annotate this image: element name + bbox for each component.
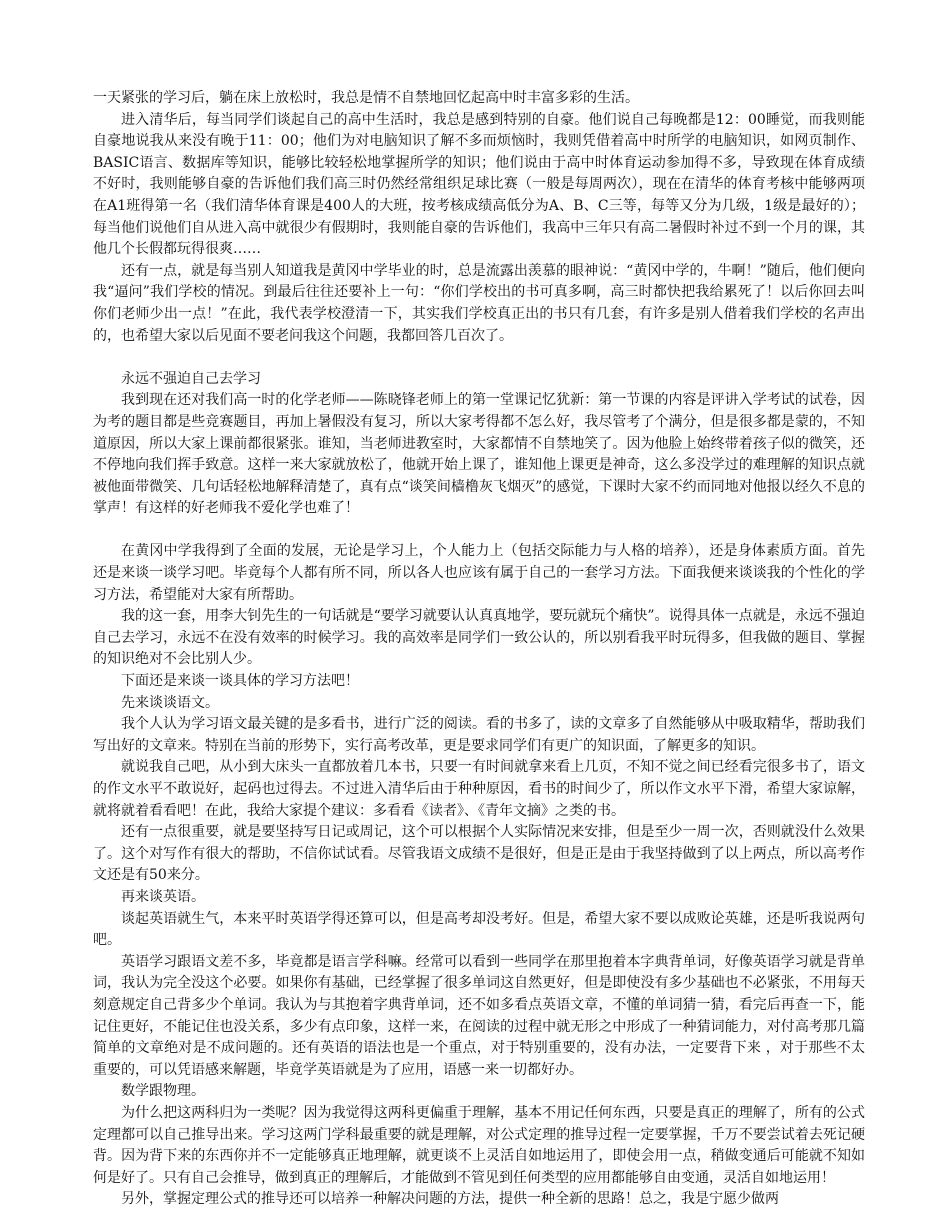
- paragraph-spacer: [93, 520, 865, 542]
- paragraph: 进入清华后，每当同学们谈起自己的高中生活时，我总是感到特别的自豪。他们说自己每晚都是12：00睡觉，而我则能自豪地说我从来没有晚于11：00；他们为对电脑知识了解不多而烦恼时，我则凭借着高中时所学的电脑知识，如网页制作、BASIC语言、数据库等知识，能够比较轻松地掌握所学的知识；他们说由于高中时体育运动参加得不多，导致现在体育成绩不好时，我则能够自豪的告诉他们我们高三时仍然经常组织足球比赛（一般是每周两次），现在在清华的体育考核中能够两项在A1班得第一名（我们清华体育课是400人的大班，按考核成绩高低分为A、B、C三等，每等又分为几级，1级是最好的）；每当他们说他们自从进入高中就很少有假期时，我则能自豪的告诉他们，我高中三年只有高二暑假时补过不到一个月的课，其他几个长假都玩得很爽……: [93, 111, 865, 258]
- paragraph: 下面还是来谈一谈具体的学习方法吧！: [121, 673, 359, 690]
- section-heading: 永远不强迫自己去学习: [121, 370, 261, 387]
- paragraph: 一天紧张的学习后，躺在床上放松时，我总是情不自禁地回忆起高中时丰富多彩的生活。: [93, 90, 639, 106]
- subheading: 先来谈谈语文。: [121, 694, 219, 711]
- paragraph: 我到现在还对我们高一时的化学老师——陈晓锋老师上的第一堂课记忆犹新：第一节课的内容是评讲入学考试的试卷，因为考的题目都是些竞赛题目，再加上暑假没有复习，所以大家考得都不怎么好，我尽管考了个满分，但是很多都是蒙的，不知道原因，所以大家上课前都很紧张。谁知，当老师进教室时，大家都情不自禁地笑了。因为他脸上始终带着孩子似的微笑，还不停地向我们挥手致意。这样一来大家就放松了，他就开始上课了，谁知他上课更是神奇，这么多没学过的难理解的知识点就被他面带微笑、几句话轻松地解释清楚了，真有点“谈笑间樯橹灰飞烟灭”的感觉，下课时大家不约而同地对他报以经久不息的掌声！有这样的好老师我不爱化学也难了！: [93, 392, 865, 517]
- paragraph: 还有一点很重要，就是要坚持写日记或周记，这个可以根据个人实际情况来安排，但是至少一周一次，否则就没什么效果了。这个对写作有很大的帮助，不信你试试看。尽管我语文成绩不是很好，但是正是由于我坚持做到了以上两点，所以高考作文还是有50来分。: [93, 824, 865, 884]
- paragraph: 在黄冈中学我得到了全面的发展，无论是学习上，个人能力上（包括交际能力与人格的培养），还是身体素质方面。首先还是来谈一谈学习吧。毕竟每个人都有所不同，所以各人也应该有属于自己的一套学习方法。下面我便来谈谈我的个性化的学习方法，希望能对大家有所帮助。: [93, 543, 865, 603]
- paragraph: 英语学习跟语文差不多，毕竟都是语言学科嘛。经常可以看到一些同学在那里抱着本字典背单词，好像英语学习就是背单词，我认为完全没这个必要。如果你有基础，已经掌握了很多单词这自然更好，但是即使没有多少基础也不必紧张，不用每天刻意规定自己背多少个单词。我认为与其抱着字典背单词，还不如多看点英语文章，不懂的单词猜一猜，看完后再查一下，能记住更好，不能记住也没关系，多少有点印象，这样一来，在阅读的过程中就无形之中形成了一种猜词能力，对付高考那几篇简单的文章绝对是不成问题的。还有英语的语法也是一个重点，对于特别重要的，没有办法，一定要背下来 ，对于那些不太重要的，可以凭语感来解题，毕竟学英语就是为了应用，语感一来一切都好办。: [93, 953, 865, 1078]
- paragraph-spacer: [93, 347, 865, 369]
- paragraph: 我的这一套，用李大钊先生的一句话就是“要学习就要认认真真地学，要玩就玩个痛快”。说得具体一点就是，永远不强迫自己去学习，永远不在没有效率的时候学习。我的高效率是同学们一致公认的，所以别看我平时玩得多，但我做的题目、掌握的知识绝对不会比别人少。: [93, 608, 865, 668]
- paragraph: 另外，掌握定理公式的推导还可以培养一种解决问题的方法，提供一种全新的思路！总之，我是宁愿少做两: [121, 1191, 779, 1208]
- paragraph: 还有一点，就是每当别人知道我是黄冈中学毕业的时，总是流露出羡慕的眼神说：“黄冈中学的，牛啊！”随后，他们便向我“逼问”我们学校的情况。到最后往往还要补上一句：“你们学校出的书可真多啊，高三时都快把我给累死了！以后你回去叫你们老师少出一点！”在此，我代表学校澄清一下，其实我们学校真正出的书只有几套，有许多是别人借着我们学校的名声出的，也希望大家以后见面不要老问我这个问题，我都回答几百次了。: [93, 262, 865, 344]
- paragraph: 为什么把这两科归为一类呢？因为我觉得这两科更偏重于理解，基本不用记任何东西，只要是真正的理解了，所有的公式定理都可以自己推导出来。学习这两门学科最重要的就是理解，对公式定理的推导过程一定要掌握，千万不要尝试着去死记硬背。因为背下来的东西你并不一定能够真正地理解，就更谈不上灵活自如地运用了，即使会用一点，稍做变通后可能就不知如何是好了。只有自己会推导，做到真正的理解后，才能做到不管见到任何类型的应用都能够自由变通，灵活自如地运用！: [93, 1104, 865, 1186]
- paragraph: 我个人认为学习语文最关键的是多看书，进行广泛的阅读。看的书多了，读的文章多了自然能够从中吸取精华，帮助我们写出好的文章来。特别在当前的形势下，实行高考改革，更是要求同学们有更广的知识面，了解更多的知识。: [93, 716, 865, 754]
- subheading: 再来谈英语。: [121, 888, 205, 905]
- subheading: 数学跟物理。: [121, 1083, 205, 1100]
- paragraph: 就说我自己吧，从小到大床头一直都放着几本书，只要一有时间就拿来看上几页，不知不觉之间已经看完很多书了，语文的作文水平不敢说好，起码也过得去。不过进入清华后由于种种原因，看书的时间少了，所以作文水平下滑，希望大家谅解，就将就着看看吧！在此，我给大家提个建议：多看看《读者》、《青年文摘》之类的书。: [93, 759, 865, 819]
- paragraph: 谈起英语就生气，本来平时英语学得还算可以，但是高考却没考好。但是，希望大家不要以成败论英雄，还是听我说两句吧。: [93, 910, 865, 949]
- document-body: [93, 88, 865, 1211]
